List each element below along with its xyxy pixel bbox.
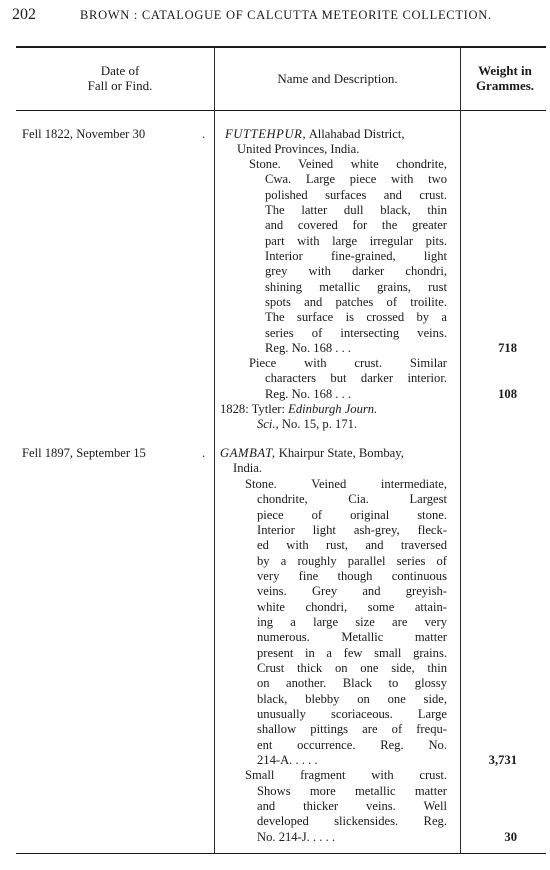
reference-journal: Edinburgh Journ. [288, 402, 378, 416]
desc-line: veins. Grey and greyish- [257, 584, 447, 598]
desc-line: ed with rust, and traversed [257, 538, 447, 552]
desc-line: unusually scoriaceous. Large [257, 707, 447, 721]
weight-value: 108 [498, 387, 517, 401]
reg-number-line: No. 214-J. . . . . [257, 830, 336, 844]
piece-line: Piece with crust. Similar [249, 356, 447, 370]
reference-line [220, 402, 377, 417]
column-header-date-line1: Date of [100, 63, 140, 78]
desc-line: very fine though continuous [257, 569, 447, 583]
piece-line: Small fragment with crust. [245, 768, 447, 782]
desc-line: and covered for the greater [265, 218, 447, 232]
piece-line: characters but darker interior. [265, 371, 447, 385]
desc-line: numerous. Metallic matter [257, 630, 447, 644]
meteorite-name: GAMBAT, [220, 446, 276, 460]
meteorite-location: United Provinces, India. [237, 142, 360, 156]
desc-line: Interior light ash-grey, fleck- [257, 523, 447, 537]
reference-journal-abbr: Sci., [257, 417, 279, 431]
desc-line: by a roughly parallel series of [257, 554, 447, 568]
desc-line: ent occurrence. Reg. No. [257, 738, 447, 752]
table-top-rule [16, 46, 546, 48]
meteorite-name: FUTTEHPUR, [225, 127, 307, 141]
weight-value: 3,731 [488, 753, 517, 767]
column-divider-left [214, 47, 215, 853]
desc-line: The surface is crossed by a [265, 310, 447, 324]
column-divider-right [460, 47, 461, 853]
desc-line: present in a few small grains. [257, 646, 447, 660]
meteorite-district: Allahabad District, [308, 127, 405, 141]
reference-line-2 [257, 417, 357, 432]
desc-line: grey with darker chondri, [265, 264, 447, 278]
column-header-weight [462, 63, 548, 93]
desc-line: polished surfaces and crust. [265, 188, 447, 202]
entry-title-line [225, 127, 405, 142]
header-bottom-rule [16, 110, 546, 111]
meteorite-district: Khairpur State, Bombay, [278, 446, 404, 460]
meteorite-location: India. [233, 461, 263, 475]
entry-date-dot: . [202, 446, 206, 460]
reg-number-line: Reg. No. 168 . . . [265, 341, 352, 355]
weight-value: 30 [504, 830, 517, 844]
page-number: 202 [12, 6, 36, 23]
desc-line: chondrite, Cia. Largest [257, 492, 447, 506]
piece-line: Shows more metallic matter [257, 784, 447, 798]
reference-issue: No. 15, p. 171. [281, 417, 358, 431]
desc-line: Cwa. Large piece with two [265, 172, 447, 186]
table-bottom-rule [16, 853, 546, 854]
piece-line: and thicker veins. Well [257, 799, 447, 813]
running-header [10, 4, 542, 26]
desc-line: on another. Black to glossy [257, 676, 447, 690]
entry-date-dot: . [202, 127, 206, 141]
running-title: BROWN : CATALOGUE OF CALCUTTA METEORITE COLLECTION. [80, 8, 492, 22]
column-header-weight-line1: Weight in [478, 63, 532, 78]
desc-line: part with large irregular pits. [265, 234, 447, 248]
desc-line: black, blebby on one side, [257, 692, 447, 706]
desc-line: spots and patches of troilite. [265, 295, 447, 309]
desc-line: shallow pittings are of frequ- [257, 722, 447, 736]
desc-line: shining metallic grains, rust [265, 280, 447, 294]
desc-line: ing a large size are very [257, 615, 447, 629]
desc-line: piece of original stone. [257, 508, 447, 522]
column-header-date [40, 63, 200, 93]
entry-title-line [220, 446, 404, 461]
reg-number-line: 214-A. . . . . [257, 753, 318, 767]
desc-line: Crust thick on one side, thin [257, 661, 447, 675]
desc-line: Stone. Veined white chondrite, [249, 157, 447, 171]
desc-line: The latter dull black, thin [265, 203, 447, 217]
column-header-date-line2: Fall or Find. [87, 78, 153, 93]
desc-line: Interior fine-grained, light [265, 249, 447, 263]
entry-date: Fell 1822, November 30 [22, 127, 146, 141]
reg-number-line: Reg. No. 168 . . . [265, 387, 352, 401]
piece-line: developed slickensides. Reg. [257, 814, 447, 828]
desc-line: white chondri, some attain- [257, 600, 447, 614]
column-header-name [215, 71, 460, 86]
column-header-name-text: Name and Description. [277, 71, 398, 86]
weight-value: 718 [498, 341, 517, 355]
desc-line: series of intersecting veins. [265, 326, 447, 340]
entry-date: Fell 1897, September 15 [22, 446, 146, 460]
column-header-weight-line2: Grammes. [475, 78, 535, 93]
reference-year: 1828: [220, 402, 249, 416]
reference-author: Tytler: [251, 402, 285, 416]
desc-line: Stone. Veined intermediate, [245, 477, 447, 491]
